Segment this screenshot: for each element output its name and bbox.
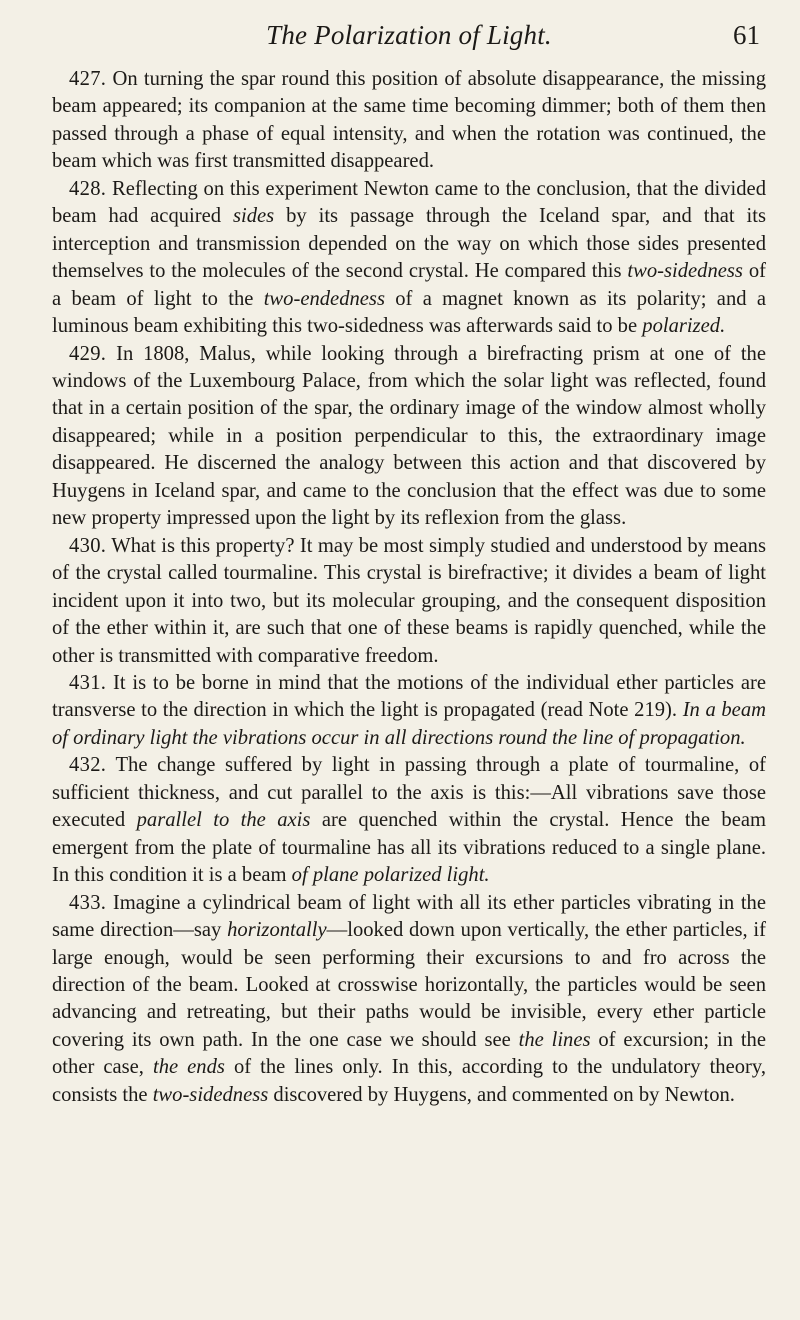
text-run: On turning the spar round this position of absolute disappearance, the missing beam appeared; its companion at the same time becoming dimmer; both of them then passed through a phase of equal intensity, and when the rotation was continued, the beam which was first transmitted disappeared. (52, 68, 766, 173)
page-number: 61 (733, 20, 760, 50)
paragraph-content (52, 672, 766, 749)
text-run: of the lines only. In this, according to the undulatory theory, consists the (52, 1056, 766, 1106)
paragraph-number: 427. (69, 68, 107, 90)
paragraph-number: 428. (69, 177, 107, 200)
text-run: It is to be borne in mind that the motions of the individual ether particles are transverse to the direction in which the light is propagated (read Note 219). (52, 671, 766, 722)
paragraph-427 (52, 66, 766, 176)
paragraph-content (52, 535, 766, 667)
paragraph-432 (52, 752, 766, 889)
italic-text: the lines (518, 1028, 591, 1051)
text-run: of a beam of light to the (52, 260, 766, 310)
paragraph-number: 429. (69, 342, 107, 365)
text-run: by its passage through the Iceland spar, and that its interception and transmission depended on the way on which those sides presented themselves to the molecules of the second crystal. He compared this (52, 205, 766, 283)
text-run: of excursion; in the other case, (52, 1028, 766, 1079)
paragraph-content (52, 178, 766, 337)
paragraph-content (52, 892, 766, 1106)
paragraph-number: 432. (69, 754, 107, 777)
italic-text: polarized. (642, 315, 726, 338)
italic-text: two-sidedness (152, 1083, 269, 1106)
text-run: In 1808, Malus, while looking through a birefracting prism at one of the windows of the Luxembourg Palace, from which the solar light was reflected, found that in a certain position of the spar, the ordinary image of the window almost wholly disappeared; while in a position perpendicular to this, the extraordinary image disappeared. He discerned the analogy between this action and that discovered by Huygens in Iceland spar, and came to the conclusion that the effect was due to some new property impressed upon the light by its reflexion from the glass. (52, 342, 766, 530)
paragraph-number: 433. (69, 891, 107, 914)
italic-text: horizontally (227, 919, 327, 942)
text-run: are quenched within the crystal. Hence the beam emergent from the plate of tourmaline has all its vibrations reduced to a single plane. In this condition it is a beam (52, 809, 766, 887)
italic-text: of plane polarized light. (291, 864, 490, 887)
italic-text: two-sidedness (627, 260, 743, 283)
paragraph-number: 431. (69, 671, 107, 694)
running-title: The Polarization of Light. (266, 20, 552, 50)
italic-text: the ends (152, 1056, 225, 1079)
paragraph-number: 430. (69, 534, 107, 557)
text-run: What is this property? It may be most simply studied and understood by means of the crystal called tourmaline. This crystal is birefractive; it divides a beam of light incident upon it into two, but its molecular grouping, and the consequent disposition of the ether within it, are such that one of these beams is rapidly quenched, while the other is transmitted with comparative freedom. (52, 534, 766, 667)
italic-text: In a beam of ordinary light the vibrations occur in all directions round the line of propagation. (52, 699, 766, 749)
paragraph-431 (52, 670, 766, 752)
italic-text: parallel to the axis (136, 809, 311, 832)
paragraph-433 (52, 890, 766, 1110)
text-run: Reflecting on this experiment Newton came to the conclusion, that the divided beam had acquired (52, 177, 766, 228)
text-run: Imagine a cylindrical beam of light with all its ether particles vibrating in the same direction—say (52, 891, 766, 942)
body-text (52, 66, 766, 1109)
text-run: of a magnet known as its polarity; and a luminous beam exhibiting this two-sidedness was afterwards said to be (52, 287, 766, 338)
text-run: discovered by Huygens, and commented on by Newton. (268, 1083, 735, 1106)
text-run: The change suffered by light in passing through a plate of tourmaline, of sufficient thickness, and cut parallel to the axis is this:—All vibrations save those executed (52, 754, 766, 832)
italic-text: sides (232, 205, 275, 228)
paragraph-430 (52, 533, 766, 670)
paragraph-content (52, 754, 766, 886)
paragraph-content (52, 68, 766, 172)
running-head (52, 20, 766, 66)
paragraph-content (52, 343, 766, 530)
paragraph-429 (52, 341, 766, 533)
paragraph-428 (52, 176, 766, 341)
text-run: —looked down upon vertically, the ether particles, if large enough, would be seen performing their excursions to and fro across the direction of the beam. Looked at crosswise horizontally, the particles would be seen advancing and retreating, but their paths would be invisible, every ether particle covering its own path. In the one case we should see (52, 919, 766, 1051)
italic-text: two-endedness (263, 287, 385, 310)
